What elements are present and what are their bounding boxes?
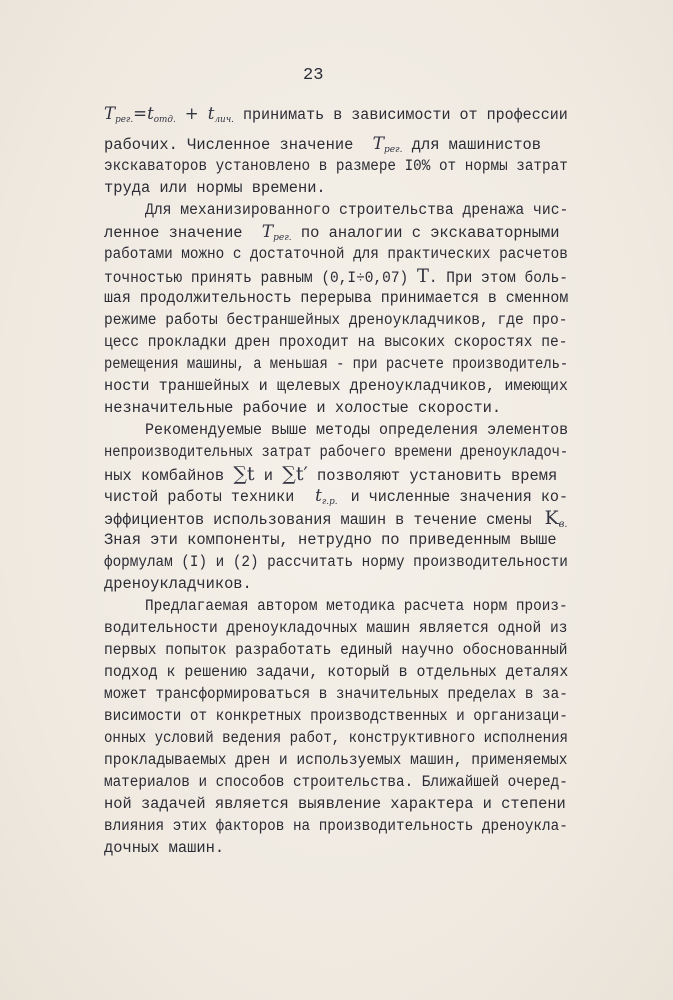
text-line: водительности дреноукладочных машин является одной из <box>104 619 568 637</box>
symbol-sum-t-prime: ∑t′ <box>282 463 308 485</box>
text-line: влияния этих факторов на производительность дреноукла- <box>104 817 568 835</box>
formula-plus: + <box>184 104 199 124</box>
symbol-sum-t: ∑t <box>233 463 255 485</box>
text-line: режиме работы бестраншейных дреноукладчиков, где про- <box>104 311 568 329</box>
paragraph-text: . При этом боль- <box>428 269 568 287</box>
formula-equals: = <box>133 104 148 124</box>
text-line: Зная эти компоненты, нетрудно по приведенным выше <box>104 531 557 549</box>
text-line: онных условий ведения работ, конструктивного исполнения <box>104 729 568 747</box>
page-number: 23 <box>303 66 324 85</box>
text-line: дреноукладчиков. <box>104 575 252 593</box>
text-line <box>104 266 568 288</box>
symbol-t: T <box>416 265 429 287</box>
paragraph-text: по аналогии с экскаваторными <box>300 224 560 242</box>
text-line: экскаваторов установлено в размере I0% от нормы затрат <box>104 157 568 175</box>
text-line: Предлагаемая автором методика расчета норм произ- <box>145 597 568 615</box>
text-line: незначительные рабочие и холостые скорости. <box>104 399 502 417</box>
symbol-k: $K_{в.}$ <box>544 507 568 530</box>
paragraph-text: и <box>263 467 274 485</box>
paragraph-text: эффициентов использования машин в течение смены <box>104 511 532 529</box>
text-line: работами можно с достаточной для практических расчетов <box>104 245 568 263</box>
paragraph-text: точностью принять равным (0,I÷0,07) <box>104 269 409 287</box>
text-line: формулам (I) и (2) рассчитать норму производительности <box>104 553 568 571</box>
text-line: висимости от конкретных производственных и организаци- <box>104 707 568 725</box>
text-line: прокладываемых дрен и используемых машин, применяемых <box>104 751 568 769</box>
text-line: ной задачей является выявление характера и степени <box>104 795 566 813</box>
symbol-t-gr: $t_{г.р.}$ <box>315 486 338 507</box>
paragraph-text: для машинистов <box>411 136 542 154</box>
paragraph-text: чистой работы техники <box>104 488 295 506</box>
text-line: может трансформироваться в значительных пределах в за- <box>104 685 568 703</box>
text-line: ности траншейных и щелевых дреноукладчиков, имеющих <box>104 377 569 395</box>
text-line: Рекомендуемые выше методы определения элементов <box>145 421 569 439</box>
text-line <box>104 464 557 486</box>
text-line: шая продолжительность перерыва принимается в сменном <box>104 289 569 307</box>
paragraph-text: принимать в зависимости от профессии <box>243 106 568 124</box>
paragraph-text: ных комбайнов <box>104 467 225 485</box>
formula-t-reg: $T_{рег.}$ <box>104 104 134 125</box>
text-line: материалов и способов строительства. Ближайшей очеред- <box>104 773 568 791</box>
formula-t-otd: $t_{отд.}$ <box>147 104 176 125</box>
symbol-t-reg: $T_{рег.}$ <box>261 222 292 243</box>
text-line: цесс прокладки дрен проходит на высоких скоростях пе- <box>104 333 568 351</box>
text-line: непроизводительных затрат рабочего времени дреноукладоч- <box>104 443 569 461</box>
text-line: ремещения машины, а меньшая - при расчете производитель- <box>104 355 569 373</box>
text-line: первых попыток разработать единый научно обоснованный <box>104 641 568 659</box>
formula-t-lich: $t_{лич.}$ <box>207 104 234 125</box>
text-line: подход к решению задачи, который в отдельных деталях <box>104 663 569 681</box>
paragraph-text: позволяют установить время <box>317 467 558 485</box>
text-line: дочных машин. <box>104 839 225 857</box>
paragraph-text: ленное значение <box>104 224 243 242</box>
paragraph-text: и численные значения ко- <box>350 488 569 506</box>
symbol-t-reg: $T_{рег.}$ <box>372 134 403 155</box>
text-line: труда или нормы времени. <box>104 179 326 197</box>
paragraph-text: рабочих. Численное значение <box>104 136 354 154</box>
text-line: Для механизированного строительства дренажа чис- <box>145 201 569 219</box>
text-line <box>104 104 568 130</box>
